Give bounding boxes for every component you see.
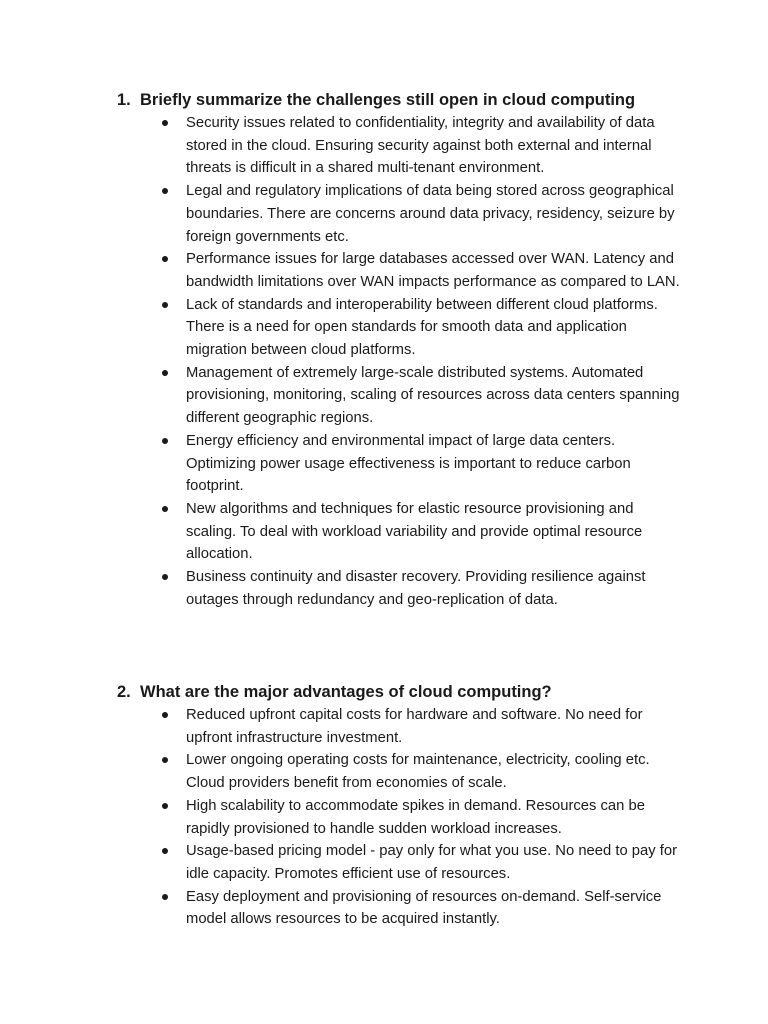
bullet-icon xyxy=(162,848,168,854)
bullet-text: Management of extremely large-scale distributed systems. Automated provisioning, monitoring, scaling of resources across data centers spanning different geographic regions. xyxy=(186,364,680,427)
bullet-text: High scalability to accommodate spikes in demand. Resources can be rapidly provisioned to handle sudden workload increases. xyxy=(186,797,645,837)
bullet-text: Easy deployment and provisioning of resources on-demand. Self-service model allows resources to be acquired instantly. xyxy=(186,888,662,928)
list-item xyxy=(0,795,686,840)
list-item xyxy=(0,566,686,611)
bullet-text: Energy efficiency and environmental impact of large data centers. Optimizing power usage effectiveness is important to reduce carbon footprint. xyxy=(186,432,631,495)
bullet-icon xyxy=(162,256,168,262)
bullet-text: Usage-based pricing model - pay only for what you use. No need to pay for idle capacity. Promotes efficient use of resources. xyxy=(186,843,678,882)
bullet-text: Reduced upfront capital costs for hardware and software. No need for upfront infrastructure investment. xyxy=(186,707,643,746)
bullet-text: Lack of standards and interoperability between different cloud platforms. There is a need for open standards for smooth data and application migration between cloud platforms. xyxy=(186,296,658,359)
list-item xyxy=(0,294,686,362)
list-item xyxy=(0,248,686,293)
list-item xyxy=(0,840,686,885)
bullet-text: Performance issues for large databases accessed over WAN. Latency and bandwidth limitations over WAN impacts performance as compared to LAN. xyxy=(186,251,680,290)
bullet-icon xyxy=(162,120,168,126)
question-title: What are the major advantages of cloud computing? xyxy=(140,683,552,701)
list-item xyxy=(0,430,686,498)
bullet-icon xyxy=(162,438,168,444)
question-heading xyxy=(0,680,768,704)
bullet-icon xyxy=(162,574,168,580)
question-section-2 xyxy=(0,680,768,931)
bullet-icon xyxy=(162,712,168,718)
bullet-text: Lower ongoing operating costs for maintenance, electricity, cooling etc. Cloud providers benefit from economies of scale. xyxy=(186,752,650,792)
bullet-text: Legal and regulatory implications of data being stored across geographical boundaries. There are concerns around data privacy, residency, seizure by foreign governments etc. xyxy=(186,183,675,245)
bullet-icon xyxy=(162,506,168,512)
list-item xyxy=(0,180,686,248)
bullet-text: Security issues related to confidentiality, integrity and availability of data stored in the cloud. Ensuring security against both external and internal threats is difficult in a shared multi-tenant environment. xyxy=(186,115,655,177)
bullet-icon xyxy=(162,370,168,376)
bullet-icon xyxy=(162,803,168,809)
list-item xyxy=(0,704,686,749)
list-item xyxy=(0,112,686,180)
question-number: 2. xyxy=(117,683,131,701)
list-item xyxy=(0,498,686,566)
answer-list xyxy=(0,112,768,611)
bullet-text: Business continuity and disaster recovery. Providing resilience against outages through redundancy and geo-replication of data. xyxy=(186,569,646,608)
list-item xyxy=(0,362,686,430)
bullet-icon xyxy=(162,188,168,194)
question-number: 1. xyxy=(117,91,131,109)
question-section-1 xyxy=(0,88,768,611)
bullet-icon xyxy=(162,302,168,308)
list-item xyxy=(0,886,686,931)
bullet-icon xyxy=(162,894,168,900)
question-title: Briefly summarize the challenges still open in cloud computing xyxy=(140,91,636,109)
bullet-text: New algorithms and techniques for elastic resource provisioning and scaling. To deal with workload variability and provide optimal resource allocation. xyxy=(186,500,643,563)
list-item xyxy=(0,749,686,794)
question-heading xyxy=(0,88,768,112)
bullet-icon xyxy=(162,757,168,763)
answer-list xyxy=(0,704,768,931)
